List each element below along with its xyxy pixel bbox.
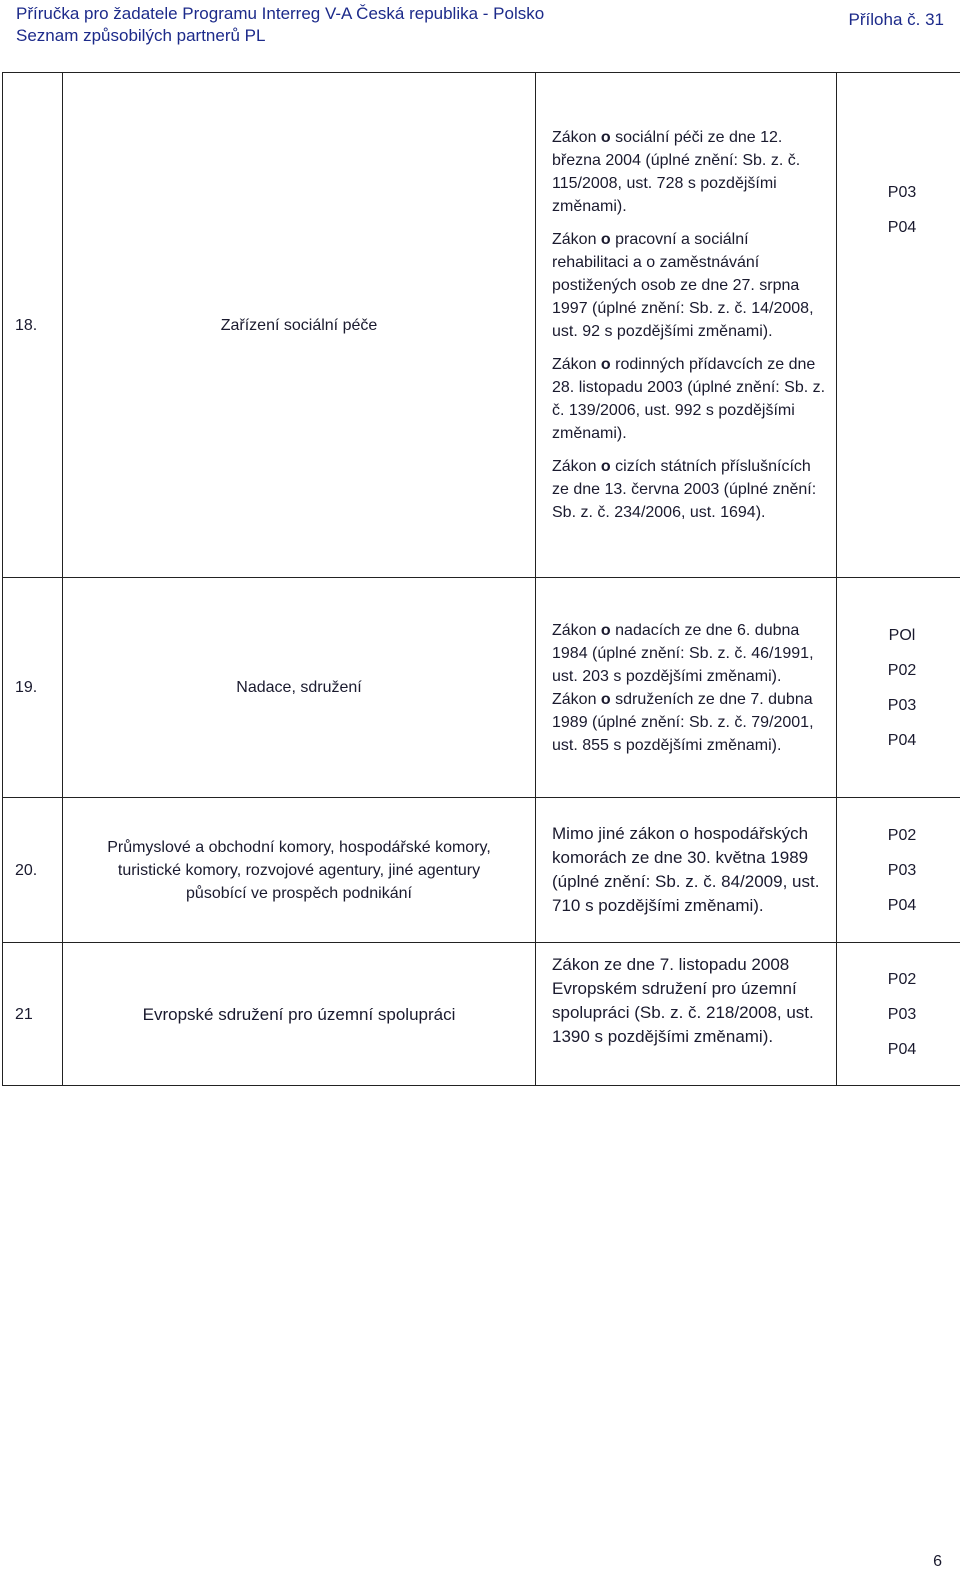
law-item: Zákon o sdruženích ze dne 7. dubna 1989 (úplné znění: Sb. z. č. 79/2001, ust. 855 s pozdějšími změnami). <box>552 690 814 754</box>
partner-code: P04 <box>887 896 917 914</box>
law-item: Mimo jiné zákon o hospodářských komorách ze dne 30. května 1989 (úplné znění: Sb. z. č. 84/2009, ust. 710 s pozdějšími změnami). <box>552 824 820 915</box>
row-laws <box>536 73 837 578</box>
row-codes <box>837 73 960 578</box>
document-title: Příručka pro žadatele Programu Interreg V-A Česká republika - Polsko <box>16 4 545 23</box>
row-category: Průmyslové a obchodní komory, hospodářské komory, turistické komory, rozvojové agentury, jiné agentury působící ve prospěch podnikání <box>63 798 536 943</box>
partner-code: P04 <box>887 1040 917 1058</box>
document-subtitle: Seznam způsobilých partnerů PL <box>16 26 266 45</box>
row-laws <box>536 798 837 943</box>
law-item: Zákon o sociální péči ze dne 12. března 2004 (úplné znění: Sb. z. č. 115/2008, ust. 728 s pozdějšími změnami). <box>552 129 801 215</box>
partner-code: P04 <box>887 219 917 236</box>
law-item: Zákon o cizích státních příslušnících ze dne 13. června 2003 (úplné znění: Sb. z. č. 234/2006, ust. 1694). <box>552 458 817 521</box>
row-codes <box>837 798 960 943</box>
table-row <box>3 73 960 578</box>
row-number: 19. <box>3 578 63 798</box>
partner-code: P03 <box>887 861 917 879</box>
table-row <box>3 578 960 798</box>
attachment-label: Příloha č. 31 <box>848 10 944 29</box>
law-item: Zákon ze dne 7. listopadu 2008 Evropském sdružení pro územní spolupráci (Sb. z. č. 218/2008, ust. 1390 s pozdějšími změnami). <box>552 955 814 1046</box>
partner-code: P02 <box>887 970 917 988</box>
partner-code: P03 <box>887 1005 917 1023</box>
partner-code: P04 <box>887 731 917 749</box>
row-number: 21 <box>3 943 63 1086</box>
law-item: Zákon o rodinných přídavcích ze dne 28. listopadu 2003 (úplné znění: Sb. z. č. 139/2006, ust. 992 s pozdějšími změnami). <box>552 356 826 442</box>
table-row <box>3 798 960 943</box>
partner-code: POl <box>888 626 916 644</box>
law-item: Zákon o pracovní a sociální rehabilitaci a o zaměstnávání postižených osob ze dne 27. srpna 1997 (úplné znění: Sb. z. č. 14/2008, ust. 92 s pozdějšími změnami). <box>552 231 814 340</box>
partner-code: P02 <box>887 826 917 844</box>
row-number: 18. <box>3 73 63 578</box>
row-category: Nadace, sdružení <box>63 578 536 798</box>
table-row <box>3 943 960 1086</box>
row-laws <box>536 943 837 1086</box>
partner-code: P02 <box>887 661 917 679</box>
partner-code: P03 <box>887 696 917 714</box>
partner-code: P03 <box>887 184 917 201</box>
row-laws <box>536 578 837 798</box>
page-header <box>16 4 944 48</box>
row-category: Zařízení sociální péče <box>63 73 536 578</box>
row-codes <box>837 578 960 798</box>
row-codes <box>837 943 960 1086</box>
partners-table <box>2 72 960 1086</box>
row-category: Evropské sdružení pro územní spolupráci <box>63 943 536 1086</box>
row-number: 20. <box>3 798 63 943</box>
page-number: 6 <box>933 1553 942 1570</box>
law-item: Zákon o nadacích ze dne 6. dubna 1984 (úplné znění: Sb. z. č. 46/1991, ust. 203 s pozdějšími změnami). <box>552 621 814 685</box>
